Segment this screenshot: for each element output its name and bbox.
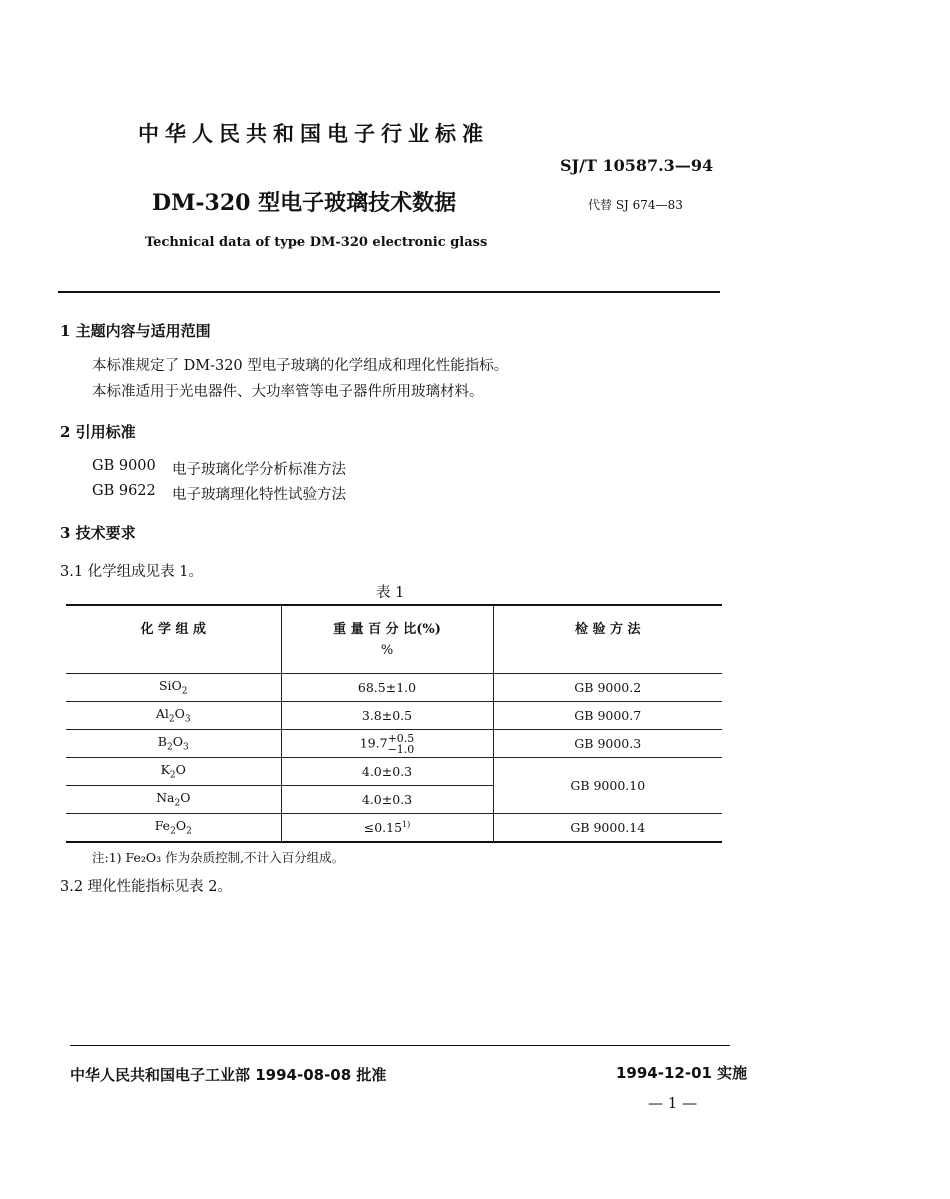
weight-unit: % — [380, 643, 394, 658]
table-header-row — [66, 605, 722, 674]
reference-code: GB 9000 — [92, 458, 156, 474]
section-3-2-text: 3.2 理化性能指标见表 2。 — [60, 879, 233, 895]
reference-code: GB 9622 — [92, 483, 156, 499]
tolerance: +0.5 −1.0 — [387, 731, 415, 756]
weight-cell: 3.8±0.5 — [281, 702, 493, 730]
reference-title: 电子玻璃化学分析标准方法 — [172, 462, 346, 478]
table-row — [66, 730, 722, 758]
component-cell: $Al_2O_3$ — [66, 702, 281, 730]
component-cell: $K_2O$ — [66, 758, 281, 786]
header-divider — [58, 291, 720, 293]
section-1-paragraph-2: 本标准适用于光电器件、大功率管等电子器件所用玻璃材料。 — [92, 384, 484, 400]
standard-category-title: 中华人民共和国电子行业标准 — [138, 121, 489, 146]
weight-cell: 4.0±0.3 — [281, 786, 493, 814]
replaces-standard: 代替 SJ 674—83 — [588, 198, 683, 212]
section-1-paragraph-1: 本标准规定了 DM-320 型电子玻璃的化学组成和理化性能指标。 — [92, 358, 509, 374]
document-title: DM-320 型电子玻璃技术数据 — [152, 190, 457, 216]
weight-cell: 68.5±1.0 — [281, 674, 493, 702]
weight-cell: 19.7+0.5 −1.0 — [281, 730, 493, 758]
method-cell: GB 9000.14 — [493, 814, 722, 843]
table-note: 注:1) Fe₂O₃ 作为杂质控制,不计入百分组成。 — [92, 850, 345, 865]
column-header-method: 检 验 方 法 — [493, 605, 722, 674]
english-title: Technical data of type DM-320 electronic glass — [145, 235, 488, 250]
component-cell: $B_2O_3$ — [66, 730, 281, 758]
weight-cell: $\le 0.15^{1)}$ — [281, 814, 493, 843]
component-cell: SiO$_2$ — [66, 674, 281, 702]
implementation-date: 1994-12-01 实施 — [616, 1064, 748, 1082]
weight-cell: 4.0±0.3 — [281, 758, 493, 786]
table-caption: 表 1 — [376, 585, 405, 601]
table-row — [66, 702, 722, 730]
approval-line: 中华人民共和国电子工业部 1994-08-08 批准 — [70, 1066, 387, 1084]
page-number: — 1 — — [648, 1094, 698, 1112]
section-1-heading: 1 主题内容与适用范围 — [60, 322, 211, 340]
table-row — [66, 814, 722, 843]
section-2-heading: 2 引用标准 — [60, 423, 136, 441]
column-header-component: 化 学 组 成 — [66, 605, 281, 674]
footer-divider — [70, 1045, 730, 1046]
table-row — [66, 758, 722, 786]
component-cell: $Na_2O$ — [66, 786, 281, 814]
column-header-weight: 重 量 百 分 比(%) % — [281, 605, 493, 674]
footnote-mark: 1) — [402, 819, 411, 829]
method-cell: GB 9000.10 — [493, 758, 722, 814]
method-cell: GB 9000.3 — [493, 730, 722, 758]
method-cell: GB 9000.2 — [493, 674, 722, 702]
reference-title: 电子玻璃理化特性试验方法 — [172, 487, 346, 503]
standard-code: SJ/T 10587.3—94 — [560, 156, 714, 175]
table-row — [66, 674, 722, 702]
section-3-heading: 3 技术要求 — [60, 524, 136, 542]
component-cell: $Fe_2O_2$ — [66, 814, 281, 843]
chemical-composition-table — [66, 604, 722, 843]
method-cell: GB 9000.7 — [493, 702, 722, 730]
section-3-1-text: 3.1 化学组成见表 1。 — [60, 564, 204, 580]
